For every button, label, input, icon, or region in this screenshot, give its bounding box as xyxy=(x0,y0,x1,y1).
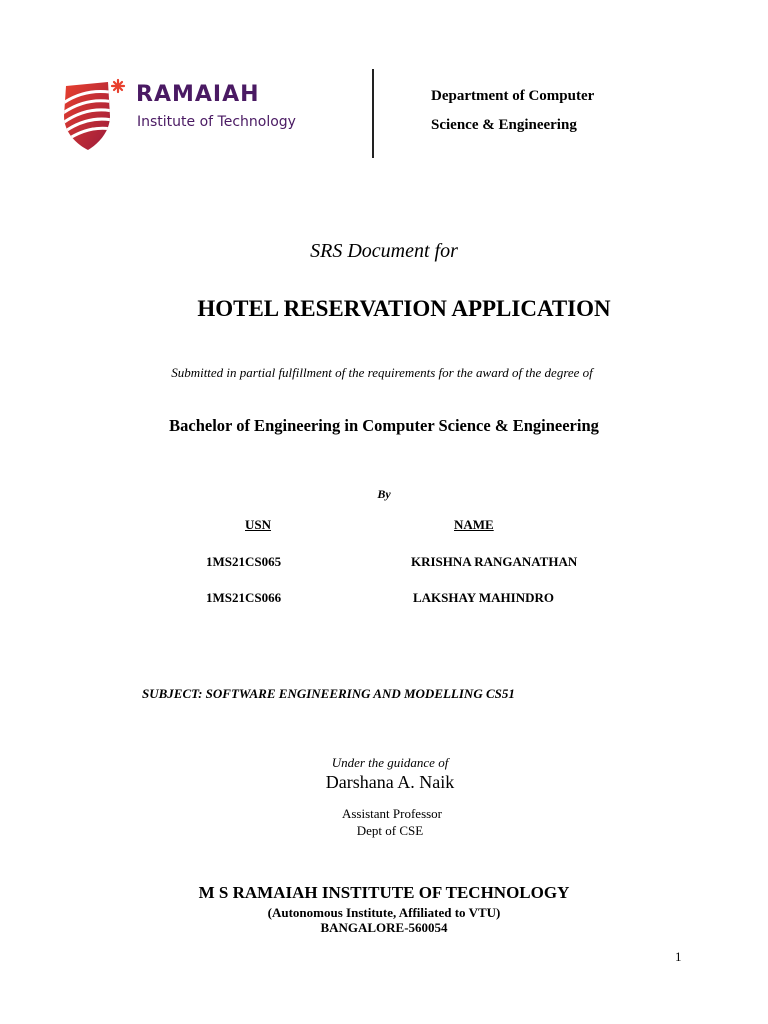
guide-name: Darshana A. Naik xyxy=(325,772,455,792)
name-column-header: NAME xyxy=(454,517,494,532)
document-title: HOTEL RESERVATION APPLICATION xyxy=(197,296,611,321)
institute-city: BANGALORE-560054 xyxy=(320,920,448,935)
institute-name: M S RAMAIAH INSTITUTE OF TECHNOLOGY xyxy=(198,883,570,902)
student-name: KRISHNA RANGANATHAN xyxy=(411,554,578,569)
fulfillment-statement: Submitted in partial fulfillment of the requirements for the award of the degree of xyxy=(171,365,593,380)
institute-logo xyxy=(60,74,330,154)
department-line-1: Department of Computer xyxy=(431,88,595,104)
ramaiah-emblem-icon xyxy=(60,74,130,154)
student-name: LAKSHAY MAHINDRO xyxy=(413,590,554,605)
institute-affiliation: (Autonomous Institute, Affiliated to VTU) xyxy=(267,905,501,920)
logo-wordmark: RAMAIAH xyxy=(136,82,260,107)
guide-department: Dept of CSE xyxy=(356,823,424,838)
student-usn: 1MS21CS066 xyxy=(206,590,282,605)
subject-line: SUBJECT: SOFTWARE ENGINEERING AND MODELLING CS51 xyxy=(142,686,515,701)
guide-designation: Assistant Professor xyxy=(341,806,443,821)
department-line-2: Science & Engineering xyxy=(431,117,577,133)
usn-column-header: USN xyxy=(245,517,272,532)
degree-name: Bachelor of Engineering in Computer Science & Engineering xyxy=(169,416,599,435)
logo-subtitle: Institute of Technology xyxy=(137,114,296,130)
by-label: By xyxy=(377,487,391,501)
student-usn: 1MS21CS065 xyxy=(206,554,282,569)
guidance-label: Under the guidance of xyxy=(331,755,449,770)
page-number: 1 xyxy=(675,949,682,964)
document-subtitle: SRS Document for xyxy=(310,240,458,262)
header-divider xyxy=(372,69,374,158)
